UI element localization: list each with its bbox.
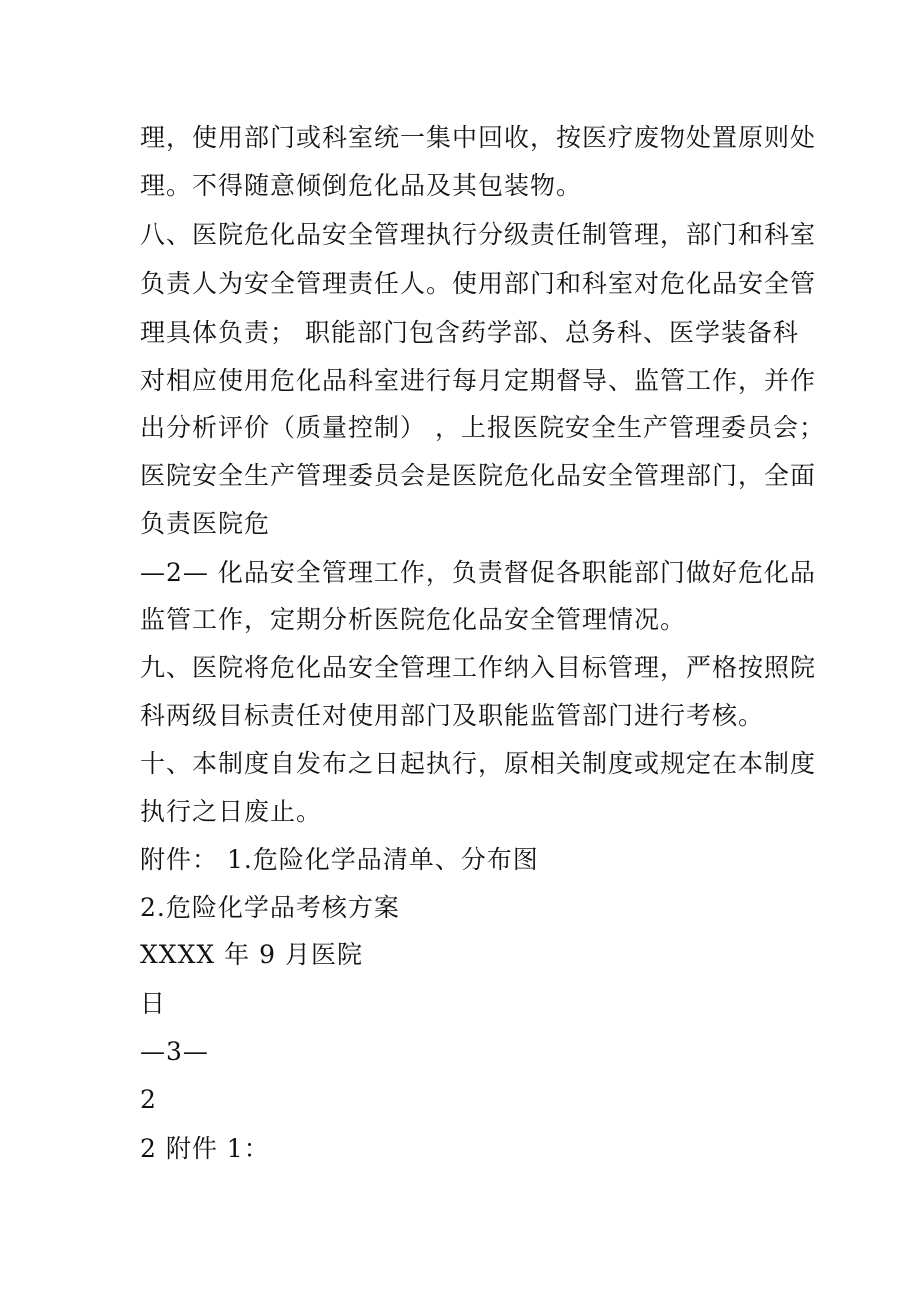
attachment-1-heading: 2 附件 1： [140,1134,270,1163]
paragraph-10-line-2: 执行之日废止。 [140,797,323,826]
paragraph-10-line-1: 十、本制度自发布之日起执行，原相关制度或规定在本制度 [140,749,817,778]
paragraph-8-line-3: 理具体负责； 职能部门包含药学部、总务科、医学装备科 [140,318,799,347]
paragraph-7-line-2: 理。不得随意倾倒危化品及其包装物。 [140,171,583,200]
paragraph-8-line-6: 医院安全生产管理委员会是医院危化品安全管理部门，全面 [140,461,817,490]
paragraph-8-line-8: 监管工作，定期分析医院危化品安全管理情况。 [140,605,687,634]
attachments-line: 附件： 1.危险化学品清单、分布图 [140,845,539,874]
paragraph-9-line-2: 科两级目标责任对使用部门及职能监管部门进行考核。 [140,701,765,730]
page-break-line: —2— 化品安全管理工作，负责督促各职能部门做好危化品 [140,558,816,587]
page-number-2: 2 [140,1085,157,1114]
paragraph-8-line-7: 负责医院危 [140,509,271,538]
paragraph-8-line-5: 出分析评价（质量控制） ，上报医院安全生产管理委员会； [140,413,825,442]
attachment-2-line: 2.危险化学品考核方案 [140,893,400,922]
paragraph-8-line-1: 八、医院危化品安全管理执行分级责任制管理，部门和科室 [140,220,817,249]
date-day-line: 日 [140,989,167,1018]
date-line: XXXX 年 9 月医院 [140,940,363,969]
paragraph-9-line-1: 九、医院将危化品安全管理工作纳入目标管理，严格按照院 [140,653,817,682]
paragraph-8-line-4: 对相应使用危化品科室进行每月定期督导、监管工作，并作 [140,366,817,395]
page-number-3: —3— [140,1037,209,1066]
paragraph-7-line-1: 理，使用部门或科室统一集中回收，按医疗废物处置原则处 [140,123,817,152]
paragraph-8-line-2: 负责人为安全管理责任人。使用部门和科室对危化品安全管 [140,269,817,298]
